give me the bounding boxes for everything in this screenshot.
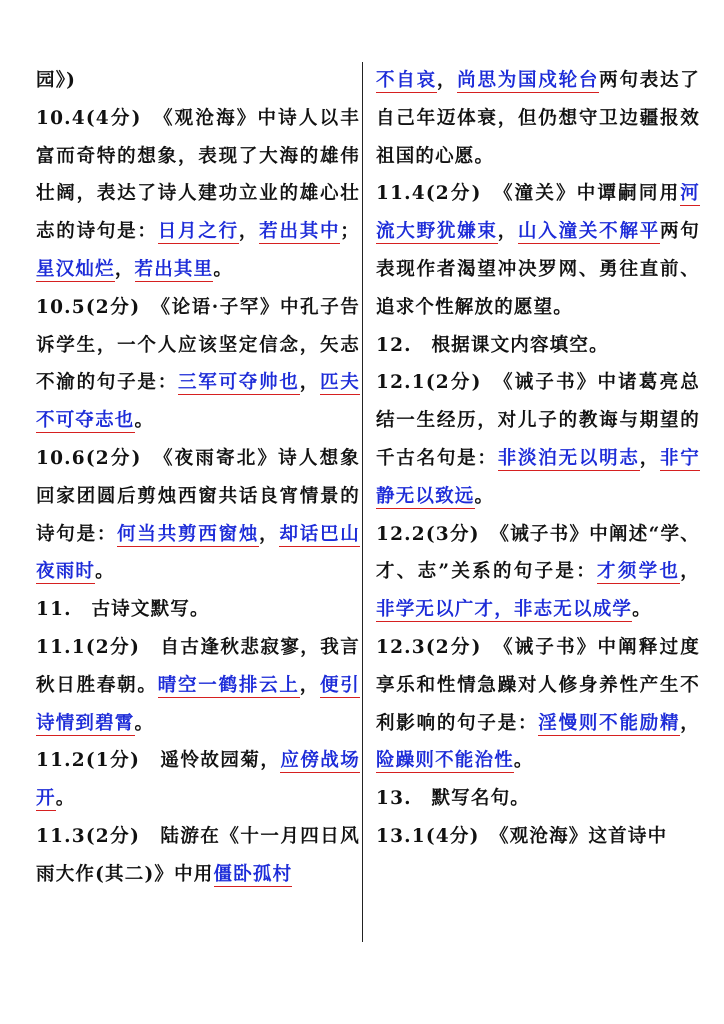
answer-blank: 却话巴山夜雨时 xyxy=(36,523,360,583)
answer-blank: 晴空一鹤排云上 xyxy=(157,674,300,696)
answer-blank: 不自哀 xyxy=(376,70,437,91)
answer-blank: 应傍战场开 xyxy=(36,750,360,810)
answer-blank: 三军可夺帅也 xyxy=(178,372,300,394)
answer-blank: 便引诗情到碧霄 xyxy=(36,674,361,734)
question-11-2: 11.2(1分) 遥怜故园菊，应傍战场开。 xyxy=(36,750,360,810)
question-10-6: 10.6(2分) 《夜雨寄北》诗人想象回家团圆后剪烛西窗共话良宵情景的诗句是：何当共剪西窗烛，却话巴山夜雨时。 xyxy=(36,447,360,583)
answer-blank: 若出其里 xyxy=(134,258,214,280)
section-11-heading: 11. 古诗文默写。 xyxy=(36,599,210,621)
answer-blank: 山入潼关不解平 xyxy=(518,221,661,243)
question-13-1: 13.1(4分) 《观沧海》这首诗中 xyxy=(376,825,668,847)
question-12-1: 12.1(2分) 《诫子书》中诸葛亮总结一生经历，对儿子的教诲与期望的千古名句是：非淡泊无以明志，非宁静无以致远。 xyxy=(376,372,701,507)
column-divider xyxy=(362,62,363,942)
question-10-4: 10.4(4分) 《观沧海》中诗人以丰富而奇特的想象，表现了大海的雄伟壮阔，表达了诗人建功立业的雄心壮志的诗句是：日月之行，若出其中；星汉灿烂，若出其里。 xyxy=(36,107,360,280)
section-13-heading: 13. 默写名句。 xyxy=(376,788,530,810)
question-10-5: 10.5(2分) 《论语·子罕》中孔子告诉学生，一个人应该坚定信念，矢志不渝的句子是：三军可夺帅也，匹夫不可夺志也。 xyxy=(36,296,361,432)
answer-blank: 险躁则不能治性 xyxy=(376,750,514,772)
question-12-3: 12.3(2分) 《诫子书》中阐释过度享乐和性情急躁对人修身养性产生不利影响的句子是：淫慢则不能励精，险躁则不能治性。 xyxy=(376,636,700,772)
answer-blank: 非宁静无以致远 xyxy=(376,447,701,507)
question-11-1: 11.1(2分) 自古逢秋悲寂寥，我言秋日胜春朝。晴空一鹤排云上，便引诗情到碧霄。 xyxy=(36,636,361,734)
answer-blank: 日月之行 xyxy=(157,221,239,243)
question-11-3: 11.3(2分) 陆游在《十一月四日风雨大作(其二)》中用僵卧孤村 xyxy=(36,825,360,885)
section-12-heading: 12. 根据课文内容填空。 xyxy=(376,334,609,356)
answer-blank: 僵卧孤村 xyxy=(213,863,293,885)
answer-blank: 非淡泊无以明志 xyxy=(497,447,640,469)
answer-blank: 淫慢则不能励精 xyxy=(538,712,681,734)
left-column xyxy=(36,62,360,894)
question-12-2: 12.2(3分) 《诫子书》中阐述“学、才、志”关系的句子是：才须学也，非学无以广才，非志无以成学。 xyxy=(376,523,700,621)
answer-blank: 非学无以广才，非志无以成学 xyxy=(376,599,633,621)
question-11-4: 11.4(2分) 《潼关》中谭嗣同用河流大野犹嫌束，山入潼关不解平两句表现作者渴望冲决罗网、勇往直前、追求个性解放的愿望。 xyxy=(376,183,701,318)
right-column xyxy=(376,62,700,856)
answer-blank: 匹夫不可夺志也 xyxy=(36,372,361,432)
answer-blank: 才须学也 xyxy=(597,561,681,583)
answer-blank: 星汉灿烂 xyxy=(36,258,115,280)
answer-blank: 若出其中 xyxy=(259,221,341,243)
answer-blank: 何当共剪西窗烛 xyxy=(117,523,260,545)
paragraph-title-end: 园》) xyxy=(36,70,77,91)
answer-blank: 尚思为国戍轮台 xyxy=(457,70,600,91)
question-11-3-continued: 不自哀，尚思为国戍轮台两句表达了自己年迈体衰，但仍想守卫边疆报效祖国的心愿。 xyxy=(376,70,700,167)
answer-blank: 河流大野犹嫌束 xyxy=(376,183,700,243)
